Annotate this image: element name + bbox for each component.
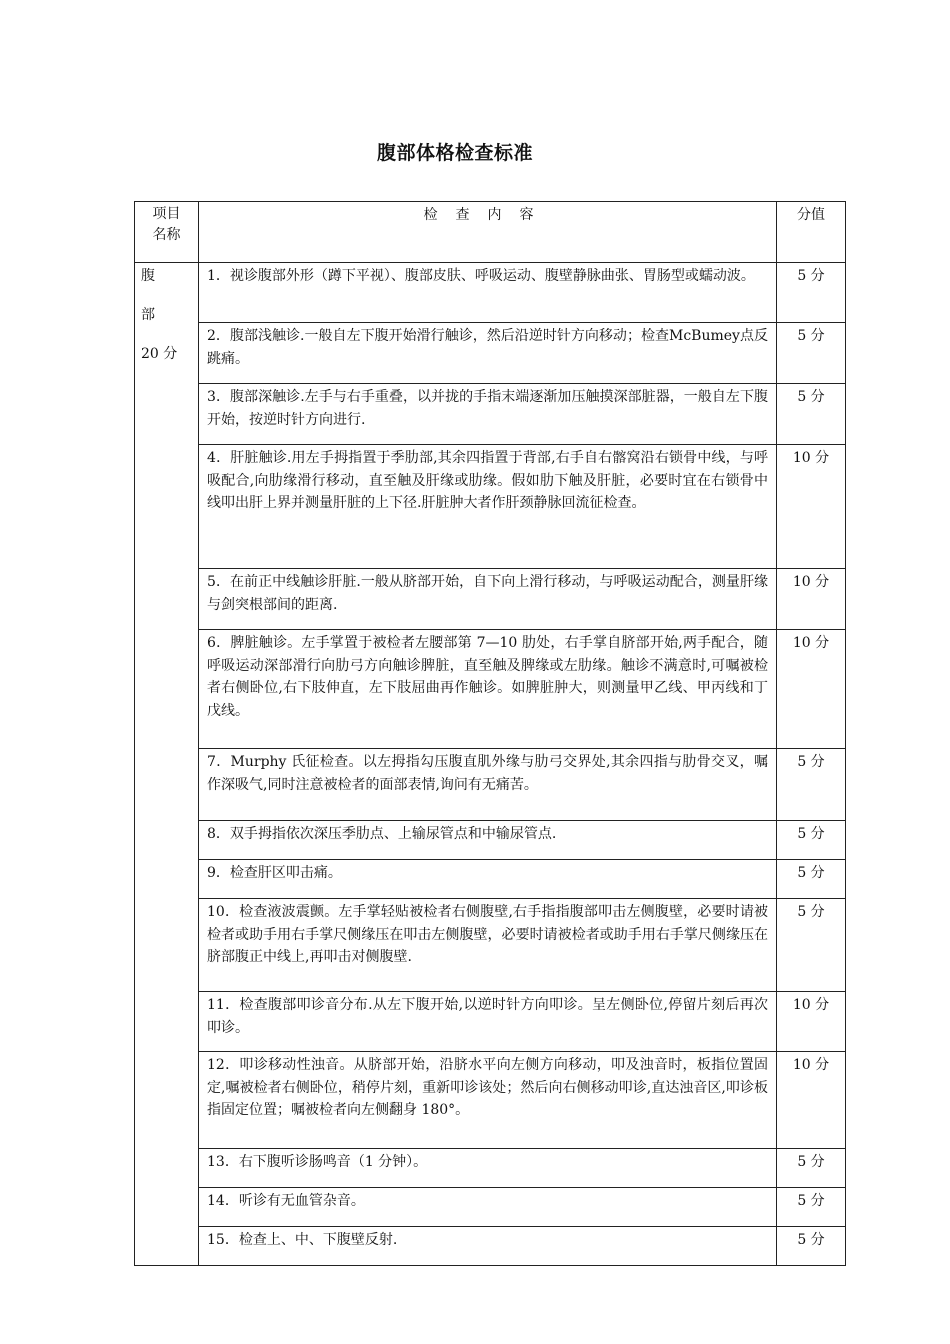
table-row	[135, 263, 846, 323]
header-content: 检查内容	[199, 202, 777, 263]
row-content: 12．叩诊移动性浊音。从脐部开始，沿脐水平向左侧方向移动，叩及浊音时，板指位置固定,嘱被检者右侧卧位，稍停片刻，重新叩诊该处；然后向右侧移动叩诊,直达浊音区,叩诊板指固定位置；嘱被检者向左侧翻身 180°。	[199, 1052, 777, 1149]
row-content: 2．腹部浅触诊.一般自左下腹开始滑行触诊，然后沿逆时针方向移动；检查McBumey点反跳痛。	[199, 323, 777, 384]
table-row	[135, 899, 846, 992]
table-row	[135, 1149, 846, 1188]
row-score: 10 分	[777, 445, 846, 569]
table-row	[135, 1052, 846, 1149]
table-row	[135, 860, 846, 899]
row-content: 13．右下腹听诊肠鸣音（1 分钟）。	[199, 1149, 777, 1188]
table-row	[135, 1188, 846, 1227]
table-row	[135, 749, 846, 821]
row-content: 3．腹部深触诊.左手与右手重叠，以并拢的手指末端逐渐加压触摸深部脏器，一般自左下腹开始，按逆时针方向进行.	[199, 384, 777, 445]
row-content: 14．听诊有无血管杂音。	[199, 1188, 777, 1227]
row-score: 5 分	[777, 749, 846, 821]
table-row	[135, 1227, 846, 1266]
row-score: 10 分	[777, 992, 846, 1052]
row-content: 15．检查上、中、下腹壁反射.	[199, 1227, 777, 1266]
row-score: 5 分	[777, 1227, 846, 1266]
category-line-2: 部	[141, 307, 155, 323]
row-content: 1．视诊腹部外形（蹲下平视）、腹部皮肤、呼吸运动、腹壁静脉曲张、胃肠型或蠕动波。	[199, 263, 777, 323]
category-cell	[135, 263, 199, 1266]
table-row	[135, 384, 846, 445]
row-content: 9．检查肝区叩击痛。	[199, 860, 777, 899]
row-content: 5．在前正中线触诊肝脏.一般从脐部开始，自下向上滑行移动，与呼吸运动配合，测量肝缘与剑突根部间的距离.	[199, 569, 777, 630]
row-score: 5 分	[777, 1188, 846, 1227]
row-score: 5 分	[777, 1149, 846, 1188]
table-row	[135, 992, 846, 1052]
table-row	[135, 630, 846, 749]
row-content: 7．Murphy 氏征检查。以左拇指勾压腹直肌外缘与肋弓交界处,其余四指与肋骨交叉，嘱作深吸气,同时注意被检者的面部表情,询问有无痛苦。	[199, 749, 777, 821]
row-score: 10 分	[777, 569, 846, 630]
row-content: 8．双手拇指依次深压季肋点、上输尿管点和中输尿管点.	[199, 821, 777, 860]
row-score: 5 分	[777, 384, 846, 445]
row-score: 5 分	[777, 860, 846, 899]
row-score: 5 分	[777, 899, 846, 992]
table-row	[135, 569, 846, 630]
header-item-name	[135, 202, 199, 263]
header-score: 分值	[777, 202, 846, 263]
document-title: 腹部体格检查标准	[376, 142, 533, 164]
row-score: 5 分	[777, 263, 846, 323]
header-item-name-text: 项目 名称	[152, 206, 181, 243]
row-content: 10．检查液波震颤。左手掌轻贴被检者右侧腹壁,右手指指腹部叩击左侧腹壁，必要时请被检者或助手用右手掌尺侧缘压在叩击左侧腹壁，必要时请被检者或助手用右手掌尺侧缘压在脐部腹正中线上,再叩击对侧腹壁.	[199, 899, 777, 992]
row-content: 11．检查腹部叩诊音分布.从左下腹开始,以逆时针方向叩诊。呈左侧卧位,停留片刻后再次叩诊。	[199, 992, 777, 1052]
row-score: 10 分	[777, 630, 846, 749]
row-score: 10 分	[777, 1052, 846, 1149]
row-content: 4．肝脏触诊.用左手拇指置于季肋部,其余四指置于背部,右手自右髂窝沿右锁骨中线，与呼吸配合,向肋缘滑行移动，直至触及肝缘或肋缘。假如肋下触及肝脏，必要时宜在右锁骨中线叩出肝上界并测量肝脏的上下径.肝脏肿大者作肝颈静脉回流征检查。	[199, 445, 777, 569]
row-score: 5 分	[777, 323, 846, 384]
exam-standard-table	[134, 201, 846, 1266]
row-score: 5 分	[777, 821, 846, 860]
table-header-row	[135, 202, 846, 263]
row-content: 6．脾脏触诊。左手掌置于被检者左腰部第 7—10 肋处，右手掌自脐部开始,两手配合，随呼吸运动深部滑行向肋弓方向触诊脾脏，直至触及脾缘或左肋缘。触诊不满意时,可嘱被检者右侧卧位,右下肢伸直，左下肢屈曲再作触诊。如脾脏肿大，则测量甲乙线、甲丙线和丁戊线。	[199, 630, 777, 749]
table-row	[135, 445, 846, 569]
category-line-1: 腹	[141, 268, 155, 284]
table-row	[135, 323, 846, 384]
category-score: 20 分	[141, 346, 178, 362]
table-row	[135, 821, 846, 860]
